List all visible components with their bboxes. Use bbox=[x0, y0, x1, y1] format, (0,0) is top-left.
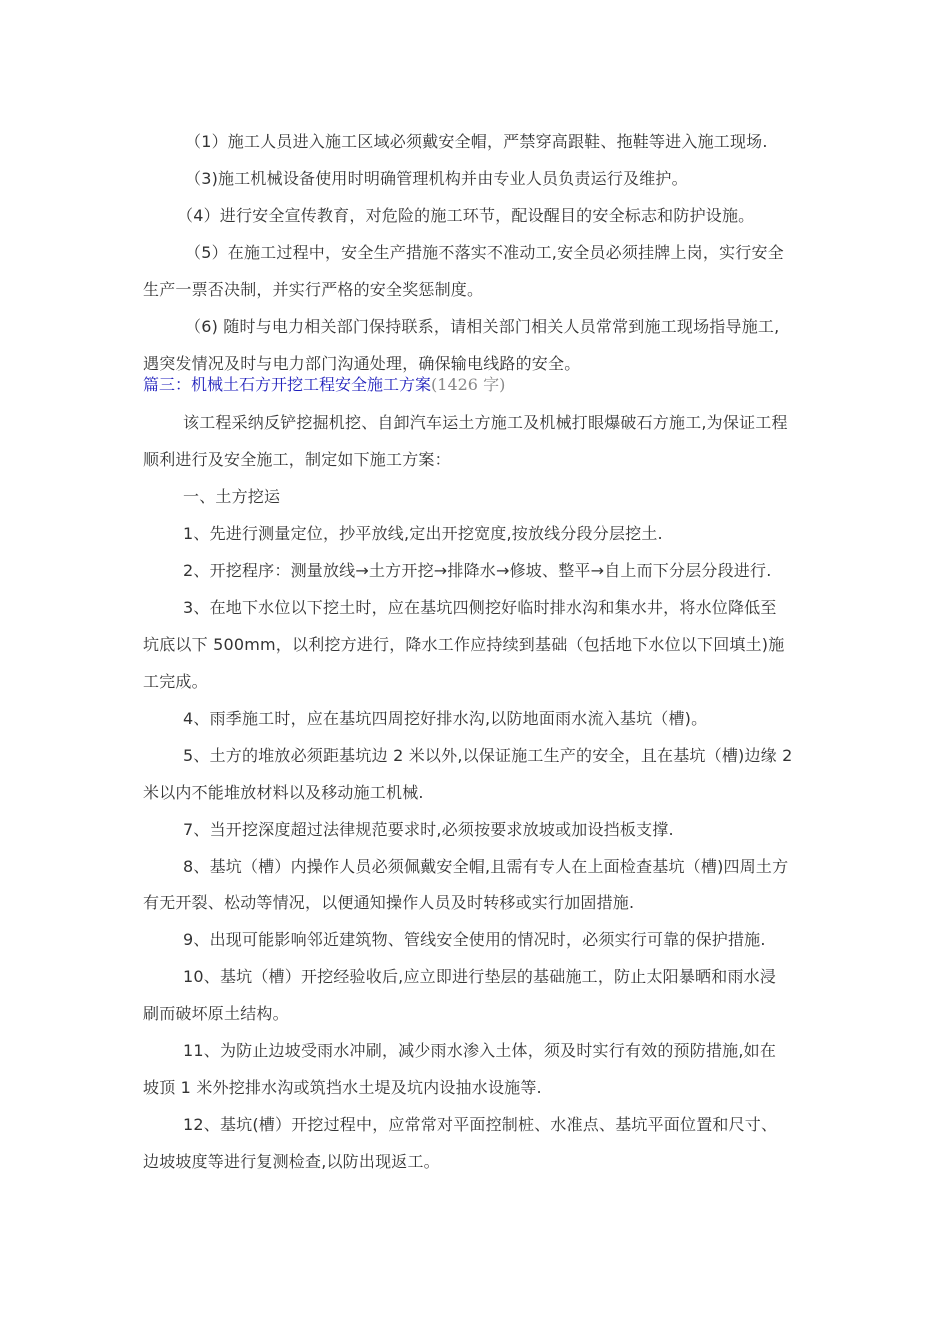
paragraph-line: 刷而破坏原土结构。 bbox=[143, 1004, 289, 1023]
section-heading-title: 篇三：机械土石方开挖工程安全施工方案 bbox=[143, 375, 432, 394]
paragraph-line: 11、为防止边坡受雨水冲刷，减少雨水渗入土体，须及时实行有效的预防措施,如在 bbox=[183, 1041, 777, 1060]
paragraph-line: 坑底以下 500mm，以利挖方进行，降水工作应持续到基础（包括地下水位以下回填土)施 bbox=[143, 635, 785, 654]
paragraph-line: 米以内不能堆放材料以及移动施工机械. bbox=[143, 783, 424, 802]
paragraph-line: 5、土方的堆放必须距基坑边 2 米以外,以保证施工生产的安全，且在基坑（槽)边缘 2 bbox=[183, 746, 793, 765]
paragraph-line: 坡顶 1 米外挖排水沟或筑挡水土堤及坑内设抽水设施等. bbox=[143, 1078, 542, 1097]
paragraph-line: （5）在施工过程中，安全生产措施不落实不准动工,安全员必须挂牌上岗，实行安全 bbox=[185, 243, 784, 262]
paragraph-line: 边坡坡度等进行复测检查,以防出现返工。 bbox=[143, 1152, 440, 1171]
section-heading-word-count: (1426 字) bbox=[431, 375, 506, 394]
paragraph-line: 7、当开挖深度超过法律规范要求时,必须按要求放坡或加设挡板支撑. bbox=[183, 820, 674, 839]
paragraph-line: 1、先进行测量定位，抄平放线,定出开挖宽度,按放线分段分层挖土. bbox=[183, 524, 663, 543]
paragraph-line: 遇突发情况及时与电力部门沟通处理，确保输电线路的安全。 bbox=[143, 354, 581, 373]
paragraph-line: （6) 随时与电力相关部门保持联系，请相关部门相关人员常常到施工现场指导施工, bbox=[185, 317, 780, 336]
paragraph-line: （3)施工机械设备使用时明确管理机构并由专业人员负责运行及维护。 bbox=[185, 169, 688, 188]
paragraph-line: 该工程采纳反铲挖掘机挖、自卸汽车运土方施工及机械打眼爆破石方施工,为保证工程 bbox=[183, 413, 788, 432]
paragraph-line: 8、基坑（槽）内操作人员必须佩戴安全帽,且需有专人在上面检查基坑（槽)四周土方 bbox=[183, 857, 789, 876]
paragraph-line: 生产一票否决制，并实行严格的安全奖惩制度。 bbox=[143, 280, 484, 299]
paragraph-line: 3、在地下水位以下挖土时，应在基坑四侧挖好临时排水沟和集水井，将水位降低至 bbox=[183, 598, 777, 617]
paragraph-line: 10、基坑（槽）开挖经验收后,应立即进行垫层的基础施工，防止太阳暴晒和雨水浸 bbox=[183, 967, 777, 986]
paragraph-line: 工完成。 bbox=[143, 672, 208, 691]
paragraph-line: （4）进行安全宣传教育，对危险的施工环节，配设醒目的安全标志和防护设施。 bbox=[177, 206, 755, 225]
paragraph-line: （1）施工人员进入施工区域必须戴安全帽，严禁穿高跟鞋、拖鞋等进入施工现场. bbox=[185, 132, 768, 151]
section-heading bbox=[143, 374, 505, 396]
paragraph-line: 顺利进行及安全施工，制定如下施工方案： bbox=[143, 450, 451, 469]
paragraph-line: 12、基坑(槽）开挖过程中，应常常对平面控制桩、水准点、基坑平面位置和尺寸、 bbox=[183, 1115, 778, 1134]
paragraph-line: 一、土方挖运 bbox=[183, 487, 281, 506]
paragraph-line: 2、开挖程序：测量放线→土方开挖→排降水→修坡、整平→自上而下分层分段进行. bbox=[183, 561, 772, 580]
paragraph-line: 9、出现可能影响邻近建筑物、管线安全使用的情况时，必须实行可靠的保护措施. bbox=[183, 930, 766, 949]
paragraph-line: 有无开裂、松动等情况，以便通知操作人员及时转移或实行加固措施. bbox=[143, 893, 635, 912]
paragraph-line: 4、雨季施工时，应在基坑四周挖好排水沟,以防地面雨水流入基坑（槽)。 bbox=[183, 709, 708, 728]
